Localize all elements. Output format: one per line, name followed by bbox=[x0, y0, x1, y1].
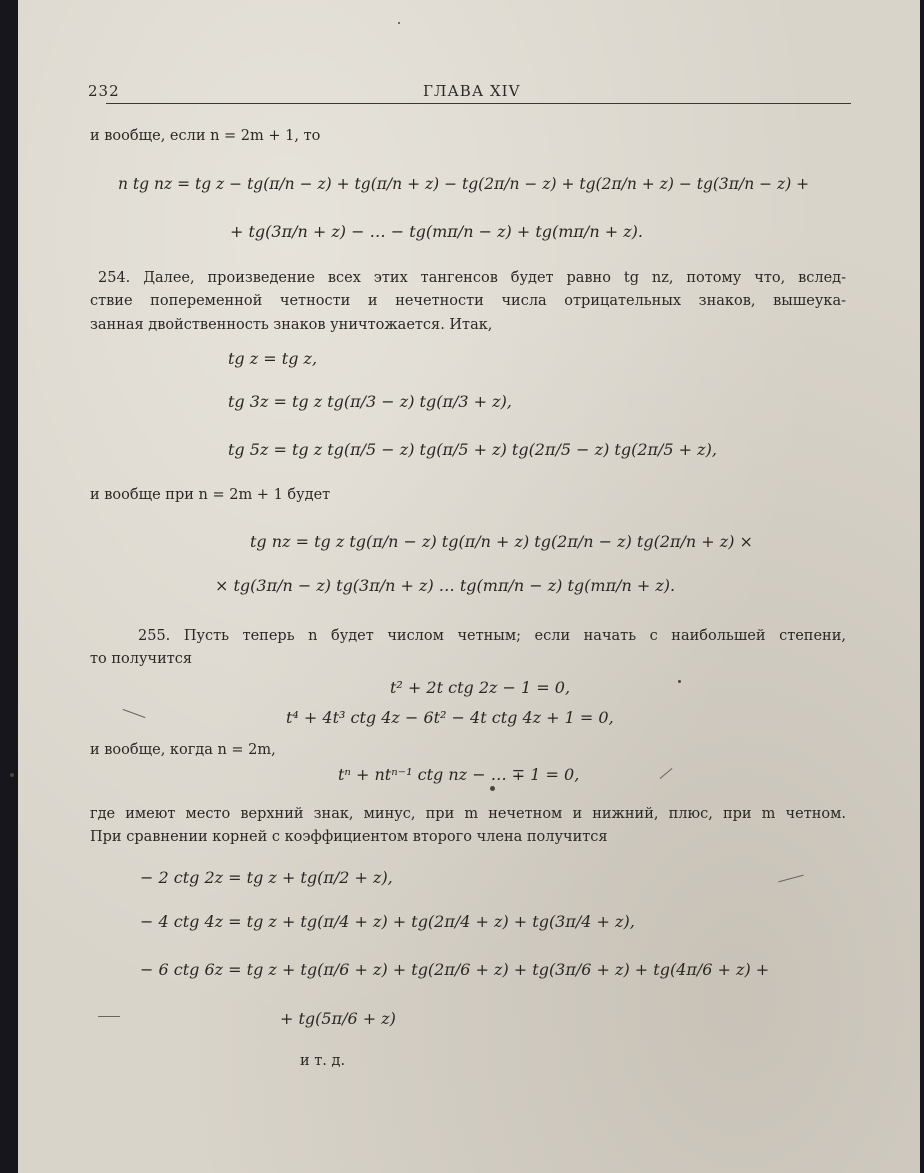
equation-cot-4: − 4 ctg 4z = tg z + tg(π/4 + z) + tg(2π/4 + z) + tg(3π/4 + z), bbox=[140, 912, 635, 931]
paper-speck bbox=[398, 22, 400, 24]
equation-product-1: tg z = tg z, bbox=[228, 349, 318, 368]
paragraph-254-line-2: ствие попеременной четности и нечетности числа отрицательных знаков, вышеука- bbox=[90, 293, 846, 309]
equation-even-4: t⁴ + 4t³ ctg 4z − 6t² − 4t ctg 4z + 1 = 0, bbox=[286, 708, 614, 727]
line-general-product: и вообще при n = 2m + 1 будет bbox=[90, 487, 331, 503]
equation-sum-odd-line-1: n tg nz = tg z − tg(π/n − z) + tg(π/n + z) − tg(2π/n − z) + tg(2π/n + z) − tg(3π/n − z) + bbox=[118, 175, 810, 193]
header-rule bbox=[106, 103, 851, 104]
chapter-title: ГЛАВА XIV bbox=[423, 82, 521, 100]
equation-product-general-line-1: tg nz = tg z tg(π/n − z) tg(π/n + z) tg(2π/n − z) tg(2π/n + z) × bbox=[250, 532, 753, 551]
equation-even-2: t² + 2t ctg 2z − 1 = 0, bbox=[390, 678, 571, 697]
paper-scratch bbox=[778, 875, 803, 883]
equation-even-general: tⁿ + ntⁿ⁻¹ ctg nz − … ∓ 1 = 0, bbox=[338, 765, 580, 784]
line-general-odd: и вообще, если n = 2m + 1, то bbox=[90, 128, 321, 144]
equation-product-3: tg 3z = tg z tg(π/3 − z) tg(π/3 + z), bbox=[228, 392, 512, 411]
equation-product-general-line-2: × tg(3π/n − z) tg(3π/n + z) … tg(mπ/n − z) tg(mπ/n + z). bbox=[215, 576, 676, 595]
paragraph-254-line-3: занная двойственность знаков уничтожается. Итак, bbox=[90, 317, 493, 333]
paragraph-signs-line-1: где имеют место верхний знак, минус, при m нечетном и нижний, плюс, при m четном. bbox=[90, 806, 846, 822]
equation-cot-2: − 2 ctg 2z = tg z + tg(π/2 + z), bbox=[140, 868, 393, 887]
equation-product-5: tg 5z = tg z tg(π/5 − z) tg(π/5 + z) tg(2π/5 − z) tg(2π/5 + z), bbox=[228, 440, 717, 459]
equation-sum-odd-line-2: + tg(3π/n + z) − … − tg(mπ/n − z) + tg(mπ/n + z). bbox=[230, 222, 643, 241]
paper-speck bbox=[678, 680, 681, 683]
paper-scratch bbox=[123, 709, 146, 718]
equation-cot-6-line-2: + tg(5π/6 + z) bbox=[280, 1009, 396, 1028]
paper-speck bbox=[10, 773, 14, 777]
paper-scratch bbox=[660, 768, 673, 779]
paragraph-255-line-2: то получится bbox=[90, 651, 193, 667]
line-general-even: и вообще, когда n = 2m, bbox=[90, 742, 276, 758]
paper-scratch bbox=[98, 1016, 120, 1017]
page-number: 232 bbox=[88, 82, 120, 100]
paragraph-254-line-1: 254. Далее, произведение всех этих тангенсов будет равно tg nz, потому что, вслед- bbox=[98, 270, 846, 286]
equation-cot-6-line-1: − 6 ctg 6z = tg z + tg(π/6 + z) + tg(2π/6 + z) + tg(3π/6 + z) + tg(4π/6 + z) + bbox=[140, 960, 770, 979]
paper-speck bbox=[490, 786, 495, 791]
paragraph-255-line-1: 255. Пусть теперь n будет числом четным; если начать с наибольшей степени, bbox=[138, 628, 846, 644]
paragraph-signs-line-2: При сравнении корней с коэффициентом второго члена получится bbox=[90, 829, 608, 845]
etc-label: и т. д. bbox=[300, 1053, 346, 1069]
book-page bbox=[18, 0, 920, 1173]
